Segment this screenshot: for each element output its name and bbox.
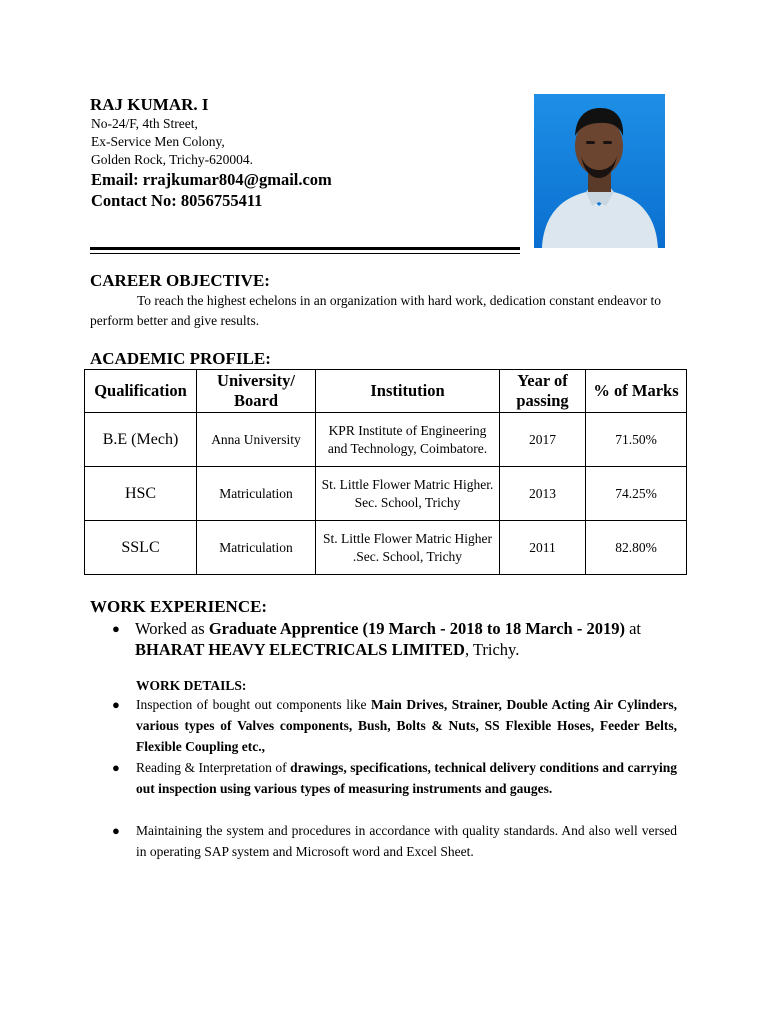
- detail-bold-text: Main Drives, Strainer, Double Acting Air Cylinders, various types of Valves components, Bush, Bolts & Nuts, SS Flexible Hoses, Feeder Belts, Flexible Coupling etc.,: [136, 697, 677, 754]
- phone: Contact No: 8056755411: [91, 191, 263, 210]
- company-name: BHARAT HEAVY ELECTRICALS LIMITED: [135, 640, 465, 659]
- column-header: Year of passing: [500, 370, 586, 413]
- address-line: Ex-Service Men Colony,: [91, 134, 225, 149]
- column-header: % of Marks: [586, 370, 687, 413]
- career-objective-text: To reach the highest echelons in an organization with hard work, dedication constant endeavor to perform better and give results.: [90, 293, 662, 328]
- board-cell: Matriculation: [197, 467, 316, 521]
- detail-bold-text: drawings, specifications, technical delivery conditions and carrying out inspection using various types of measuring instruments and gauges.: [136, 760, 677, 796]
- qualification-cell: SSLC: [85, 521, 197, 575]
- address: [91, 115, 253, 169]
- worked-as-text: Worked as: [135, 619, 205, 638]
- header-divider: [90, 247, 520, 250]
- marks-cell: 74.25%: [586, 467, 687, 521]
- work-detail-item: [136, 694, 677, 757]
- institution-cell: St. Little Flower Matric Higher. Sec. School, Trichy: [316, 467, 500, 521]
- column-header: University/ Board: [197, 370, 316, 413]
- career-objective-heading: CAREER OBJECTIVE:: [90, 271, 270, 290]
- address-line: Golden Rock, Trichy-620004.: [91, 152, 253, 167]
- board-cell: Anna University: [197, 413, 316, 467]
- header-divider-thin: [90, 253, 520, 254]
- year-cell: 2013: [500, 467, 586, 521]
- role-text: Graduate Apprentice (19 March - 2018 to 18 March - 2019): [208, 619, 625, 638]
- email: Email: rrajkumar804@gmail.com: [91, 170, 332, 189]
- institution-cell: KPR Institute of Engineering and Technology, Coimbatore.: [316, 413, 500, 467]
- at-text: at: [629, 619, 641, 638]
- work-experience-heading: WORK EXPERIENCE:: [90, 597, 268, 616]
- marks-cell: 71.50%: [586, 413, 687, 467]
- detail-text: Reading & Interpretation of: [136, 760, 291, 775]
- qualification-cell: B.E (Mech): [85, 413, 197, 467]
- work-details-label: WORK DETAILS:: [136, 678, 247, 693]
- academic-table: [84, 369, 687, 575]
- profile-photo: [534, 94, 665, 248]
- marks-cell: 82.80%: [586, 521, 687, 575]
- work-experience-summary: [135, 618, 695, 660]
- detail-text: Inspection of bought out components like: [136, 697, 372, 712]
- work-detail-item: [136, 757, 677, 799]
- year-cell: 2017: [500, 413, 586, 467]
- qualification-cell: HSC: [85, 467, 197, 521]
- column-header: Institution: [316, 370, 500, 413]
- work-detail-item: Maintaining the system and procedures in accordance with quality standards. And also well versed in operating SAP system and Microsoft word and Excel Sheet.: [136, 823, 677, 859]
- bullet-icon: ●: [112, 621, 120, 636]
- column-header: Qualification: [85, 370, 197, 413]
- table-row: [85, 521, 687, 575]
- table-row: [85, 413, 687, 467]
- academic-profile-heading: ACADEMIC PROFILE:: [90, 349, 271, 368]
- year-cell: 2011: [500, 521, 586, 575]
- company-location: , Trichy.: [464, 640, 520, 659]
- board-cell: Matriculation: [197, 521, 316, 575]
- contact-info: [91, 169, 332, 211]
- table-header-row: [85, 370, 687, 413]
- institution-cell: St. Little Flower Matric Higher .Sec. School, Trichy: [316, 521, 500, 575]
- bullet-icon: ●: [112, 823, 120, 838]
- address-line: No-24/F, 4th Street,: [91, 116, 198, 131]
- bullet-icon: ●: [112, 760, 120, 775]
- candidate-name: RAJ KUMAR. I: [90, 95, 209, 114]
- bullet-icon: ●: [112, 697, 120, 712]
- table-row: [85, 467, 687, 521]
